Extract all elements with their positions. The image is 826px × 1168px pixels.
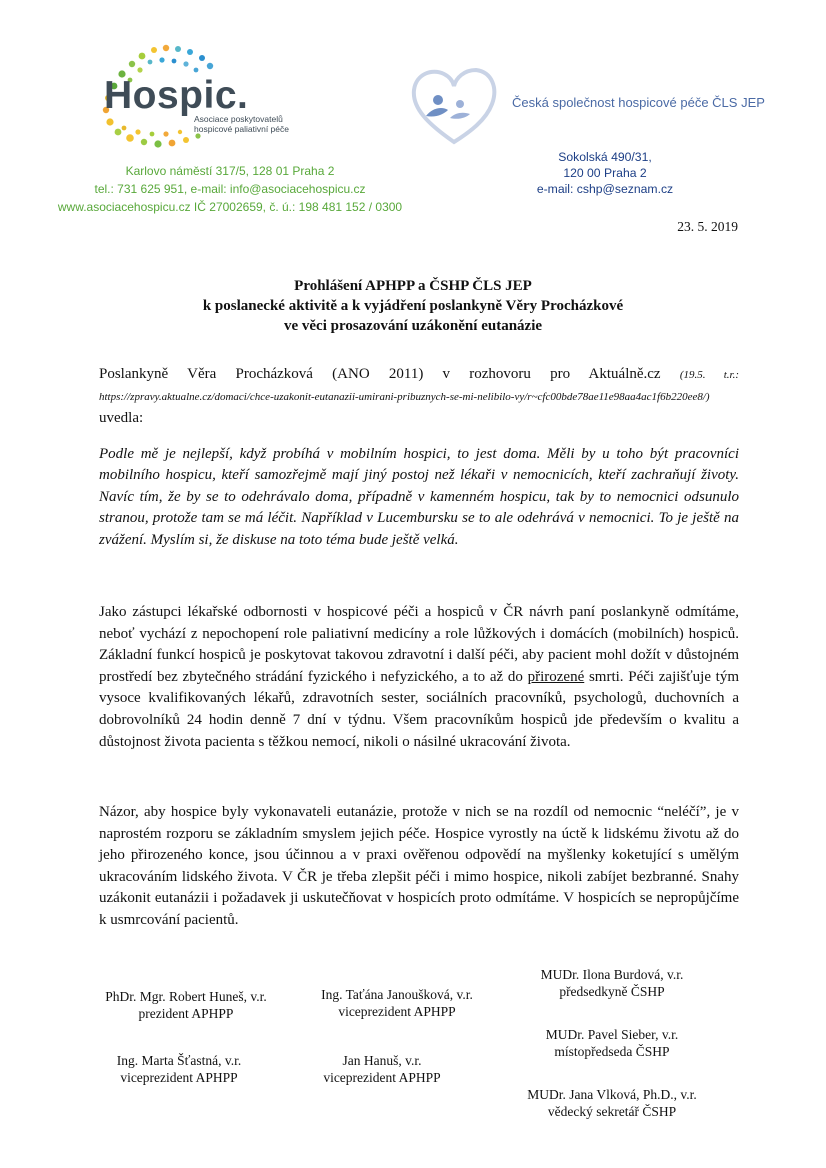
aphpp-web-ids: www.asociacehospicu.cz IČ 27002659, č. ú.: 198 481 152 / 0300 <box>57 200 403 214</box>
signature-name: PhDr. Mgr. Robert Huneš, v.r. <box>105 989 267 1004</box>
hospic-logo-subtitle <box>194 114 289 134</box>
title-line2: k poslanecké aktivitě a k vyjádření poslankyně Věry Procházkové <box>202 298 624 314</box>
cshp-society-name: Česká společnost hospicové péče ČLS JEP <box>512 95 765 110</box>
intro-citation: (19.5. t.r.: https://zpravy.aktualne.cz/domaci/chce-uzakonit-eutanazii-umirani-pribuznych-se-mi-nelibilo-vy/r~cfc00bde78ae11e98aa4ac1f6b220ee8/) <box>99 369 739 403</box>
signature-name: Ing. Marta Šťastná, v.r. <box>116 1053 242 1068</box>
signature-janouskova <box>277 986 517 1020</box>
intro-tail: uvedla: <box>99 410 144 426</box>
cshp-heart-logo <box>408 64 500 146</box>
aphpp-address: Karlovo náměstí 317/5, 128 01 Praha 2 <box>125 164 335 178</box>
signature-name: Jan Hanuš, v.r. <box>342 1053 422 1068</box>
aphpp-phone-email: tel.: 731 625 951, e-mail: info@asociacehospicu.cz <box>94 182 366 196</box>
signature-hunes <box>66 988 306 1022</box>
aphpp-contact-block <box>30 162 430 216</box>
signature-role: viceprezident APHPP <box>323 1070 441 1085</box>
signature-name: MUDr. Pavel Sieber, v.r. <box>545 1027 679 1042</box>
signature-hanus <box>262 1052 502 1086</box>
cshp-email: e-mail: cshp@seznam.cz <box>536 182 674 196</box>
paragraph-1 <box>99 602 739 753</box>
signature-role: prezident APHPP <box>138 1006 234 1021</box>
intro-paragraph <box>99 364 739 429</box>
signature-vlkova <box>492 1086 732 1120</box>
logo-subtitle-line1: Asociace poskytovatelů <box>194 114 283 124</box>
signature-role: vědecký sekretář ČSHP <box>547 1104 677 1119</box>
signature-burdova <box>492 966 732 1000</box>
quoted-statement: Podle mě je nejlepší, když probíhá v mobilním hospici, to jest doma. Měli by u toho být pracovníci mobilního hospicu, kteří samozřejmě mají jiný postoj než lékaři v nemocnicích, kteří zachraňují životy. Navíc tím, že by se to odehrávalo doma, případně v kamenném hospicu, tak by to nemocnici odsunulo stranou, protože tam se má léčit. Například v Lucembursku se to ale odehrává v nemocnici. To je ještě na zvážení. Myslím si, že diskuse na toto téma bude ještě velká. <box>99 446 739 548</box>
title-line1: Prohlášení APHPP a ČSHP ČLS JEP <box>294 278 532 294</box>
title-line3: ve věci prosazování uzákonění eutanázie <box>283 318 543 334</box>
paragraph-2: Názor, aby hospice byly vykonavateli eutanázie, protože v nich se na rozdíl od nemocnic “neléčí”, je v naprostém rozporu se základním smyslem jejich péče. Hospice vyrostly na úctě k lidskému životu až do jeho přirozeného konce, jsou účinnou a v praxi ověřenou odpovědí na myšlenky koketující s umělým ukracováním lidského života. V ČR je třeba zlepšit péči i mimo hospice, nikoli zabíjet bezbranné. Snahy uzákonit eutanázii i požadavek ji uskutečňovat v hospicích proto odmítáme. V hospicích se nepropůjčíme k usmrcování pacientů. <box>99 804 739 928</box>
paragraph-1-before: Jako zástupci lékařské odbornosti v hospicové péči a hospiců v ČR návrh paní poslankyně odmítáme, neboť vychází z nepochopení role paliativní medicíny a role lůžkových i domácích (mobilních) hospiců. Základní funkcí hospiců je poskytovat takovou zdravotní i další péči, aby pacient mohl dožít v důstojném prostředí bez zbytečného strádání fyzického i nefyzického, a to až do <box>99 604 739 685</box>
signature-role: viceprezident APHPP <box>120 1070 238 1085</box>
signature-role: viceprezident APHPP <box>338 1004 456 1019</box>
signature-role: místopředseda ČSHP <box>554 1044 670 1059</box>
hospic-logo-wordmark: Hospic. <box>104 74 249 117</box>
signature-sieber <box>492 1026 732 1060</box>
signature-name: MUDr. Ilona Burdová, v.r. <box>540 967 684 982</box>
document-title <box>0 276 826 336</box>
intro-lead: Poslankyně Věra Procházková (ANO 2011) v rozhovoru pro Aktuálně.cz <box>99 366 661 382</box>
signature-name: MUDr. Jana Vlková, Ph.D., v.r. <box>527 1087 697 1102</box>
paragraph-1-underlined: přirozené <box>527 668 585 685</box>
document-date: 23. 5. 2019 <box>677 219 738 234</box>
signature-role: předsedkyně ČSHP <box>559 984 665 999</box>
cshp-street: Sokolská 490/31, <box>558 150 652 164</box>
cshp-contact-block <box>520 149 690 197</box>
cshp-city: 120 00 Praha 2 <box>563 166 647 180</box>
signature-name: Ing. Taťána Janoušková, v.r. <box>321 987 473 1002</box>
paragraph-1-after: smrti. Péči zajišťuje tým vysoce kvalifikovaných lékařů, zdravotních sester, sociálních pracovníků, psychologů, duchovních a dobrovolníků 24 hodin denně 7 dní v týdnu. Všem pracovníkům hospiců jde především o kvalitu a důstojnost života pacienta s těžkou nemocí, nikoli o násilné ukracování života. <box>99 668 740 750</box>
logo-subtitle-line2: hospicové paliativní péče <box>194 124 289 134</box>
